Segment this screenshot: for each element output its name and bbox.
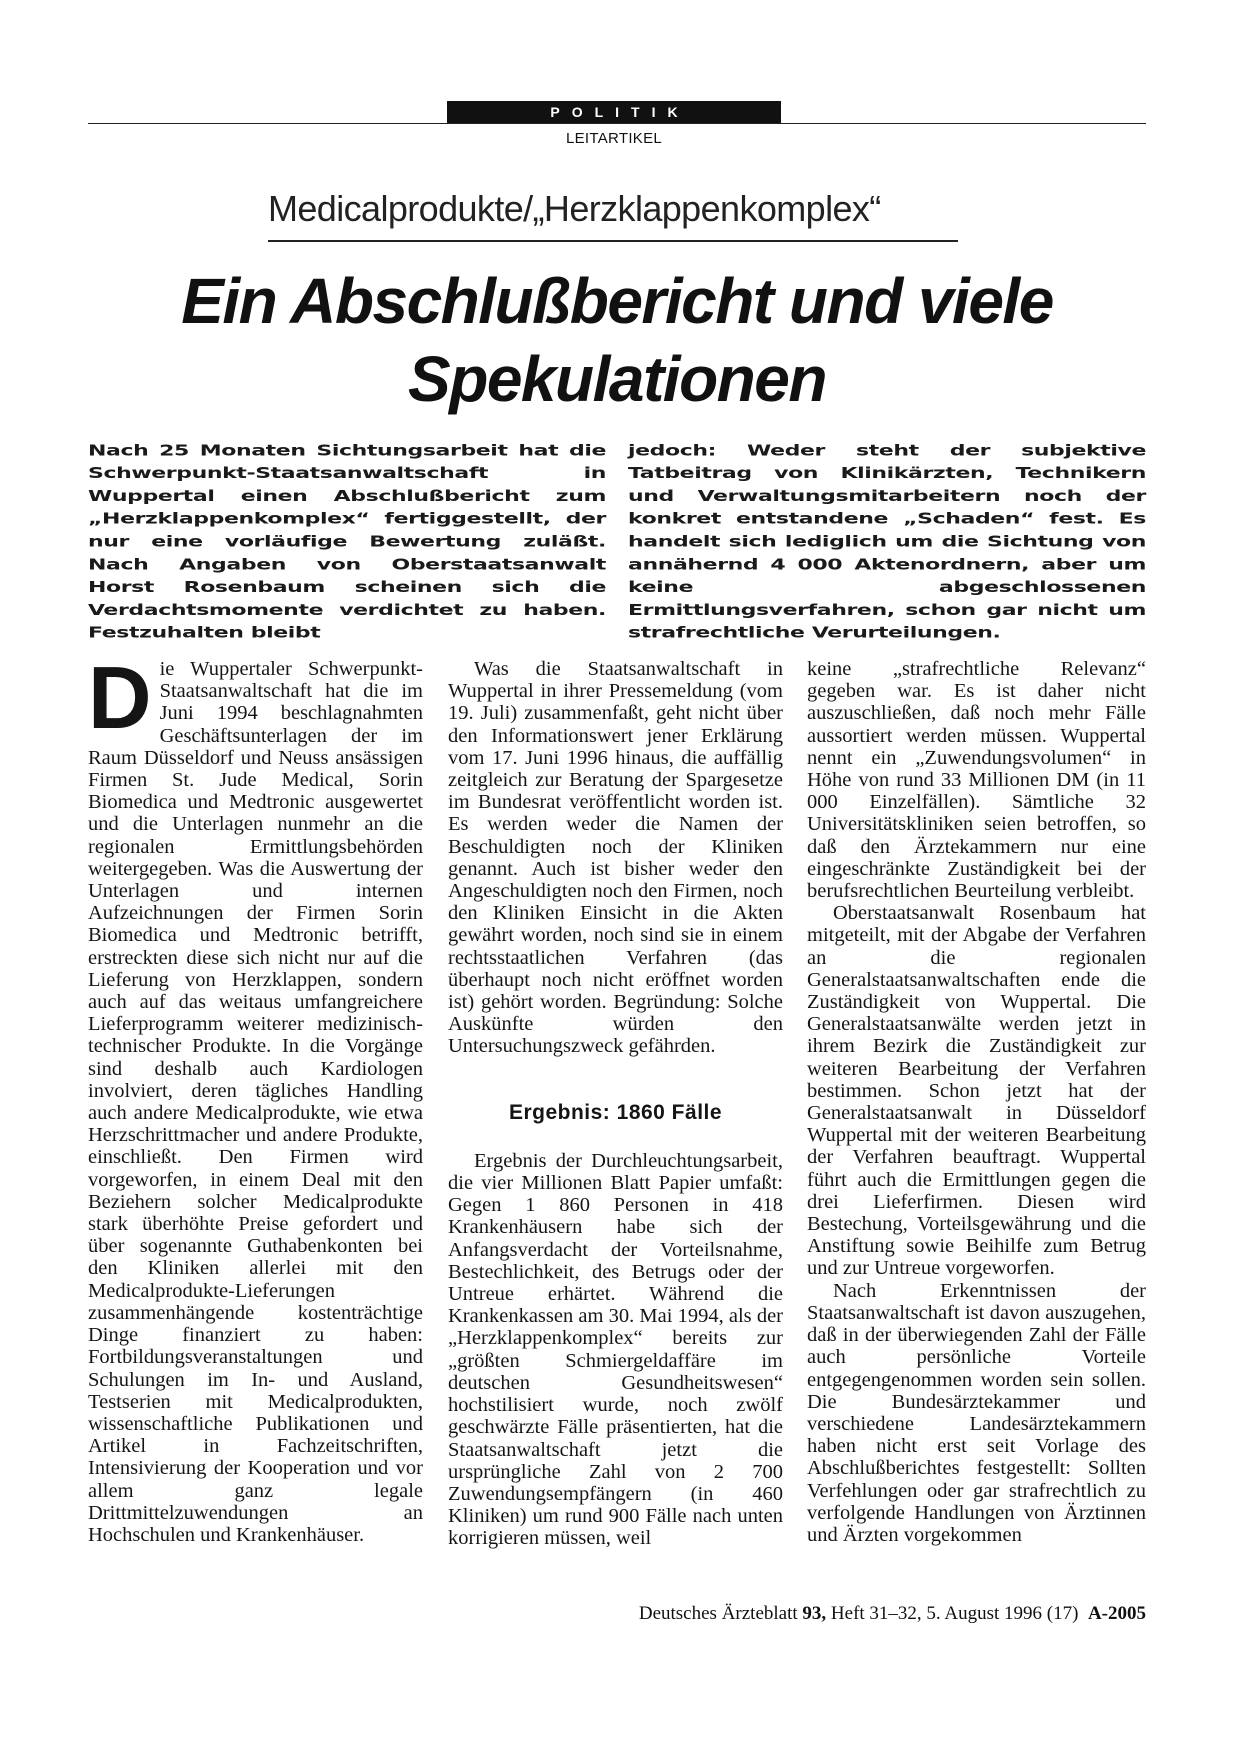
body-column-3 — [807, 658, 1146, 1546]
page-number: A-2005 — [1087, 1603, 1146, 1624]
section-sublabel: LEITARTIKEL — [565, 130, 663, 147]
issue-info: Heft 31–32, 5. August 1996 (17) — [830, 1603, 1079, 1624]
paragraph: Was die Staatsanwaltschaft in Wuppertal in ihrer Pressemeldung (vom 19. Juli) zusammenfaßt, geht nicht über den Informationswert jener Erklärung vom 17. Juni 1996 hinaus, die auffällig zeitgleich zur Beratung der Spargesetze im Bundesrat veröffentlicht worden ist. Es werden weder die Namen der Beschuldigten noch der Kliniken genannt. Auch ist bisher weder den Angeschuldigten noch den Firmen, noch den Kliniken Einsicht in die Akten gewährt worden, noch sind sie in einem rechtsstaatlichen Verfahren (das überhaupt noch nicht eröffnet worden ist) gehört worden. Begründung: Solche Auskünfte würden den Untersuchungszweck gefährden. — [448, 658, 783, 1058]
article-kicker: Medicalprodukte/„Herzklappenkomplex“ — [268, 188, 881, 229]
paragraph: Ergebnis der Durchleuchtungsarbeit, die vier Millionen Blatt Papier umfaßt: Gegen 1 860 Personen in 418 Krankenhäusern habe sich der Anfangsverdacht der Vorteilsnahme, Bestechlichkeit, des Betrugs oder der Untreue erhärtet. Während die Krankenkassen am 30. Mai 1994, als der „Herzklappenkomplex“ bereits zur „größten Schmiergeldaffäre im deutschen Gesundheitswesen“ hochstilisiert wurde, noch zwölf geschwärzte Fälle präsentierten, hat die Staatsanwaltschaft jetzt die ursprüngliche Zahl von 2 700 Zuwendungsempfängern (in 460 Kliniken) um rund 900 Fälle nach unten korrigieren müssen, weil — [448, 1149, 783, 1550]
section-label: POLITIK — [447, 101, 781, 123]
kicker-underline — [268, 240, 958, 242]
lead-paragraph-right: jedoch: Weder steht der subjektive Tatbeitrag von Klinikärzten, Technikern und Verwaltungsmitarbeitern noch der konkret entstandene „Schaden“ fest. Es handelt sich lediglich um die Sichtung von annähernd 4 000 Aktenordnern, aber um keine abgeschlossenen Ermittlungsverfahren, schon gar nicht um strafrechtliche Verurteilungen. — [628, 442, 1146, 642]
lead-paragraph-left: Nach 25 Monaten Sichtungsarbeit hat die Schwerpunkt-Staatsanwaltschaft in Wuppertal einen Abschlußbericht zum „Herzklappenkomplex“ fertiggestellt, der nur eine vorläufige Bewertung zuläßt. Nach Angaben von Oberstaatsanwalt Horst Rosenbaum scheinen sich die Verdachtsmomente verdichtet zu haben. Festzuhalten bleibt — [88, 442, 606, 642]
page-footer — [639, 1603, 1146, 1625]
journal-volume: 93, — [802, 1603, 827, 1624]
drop-cap: D — [88, 648, 152, 747]
journal-name: Deutsches Ärzteblatt — [638, 1603, 798, 1624]
paragraph: Oberstaatsanwalt Rosenbaum hat mitgeteilt, mit der Abgabe der Verfahren an die regionalen Generalstaatsanwaltschaften ende die Zuständigkeit von Wuppertal. Die Generalstaatsanwälte werden jetzt in ihrem Bezirk die Zuständigkeit zur weiteren Bearbeitung der Verfahren bestimmen. Schon jetzt hat der Generalstaatsanwalt in Düsseldorf Wuppertal mit der weiteren Bearbeitung der Verfahren beauftragt. Wuppertal führt auch die Ermittlungen gegen die drei Lieferfirmen. Diesen wird Bestechung, Vorteilsgewährung und die Anstiftung sowie Beihilfe zum Betrug und zur Untreue vorgeworfen. — [807, 902, 1146, 1280]
paragraph — [88, 648, 423, 1546]
subheading: Ergebnis: 1860 Fälle — [508, 1100, 723, 1124]
article-headline: Ein Abschlußbericht und viele Spekulationen — [181, 265, 1053, 415]
paragraph: Nach Erkenntnissen der Staatsanwaltschaft ist davon auszugehen, daß in der überwiegenden Zahl der Fälle auch persönliche Vorteile entgegengenommen worden sein sollen. Die Bundesärztekammer und verschiedene Landesärztekammern haben nicht erst seit Vorlage des Abschlußberichtes festgestellt: Sollten Verfehlungen oder gar strafrechtlich zu verfolgende Handlungen von Ärztinnen und Ärzten vorgekommen — [807, 1279, 1146, 1546]
body-column-2 — [448, 658, 783, 1550]
paragraph-text: ie Wuppertaler Schwerpunkt-Staatsanwaltschaft hat die im Juni 1994 beschlagnahmten Geschäftsunterlagen der im Raum Düsseldorf und Neuss ansässigen Firmen St. Jude Medical, Sorin Biomedica und Medtronic ausgewertet und die Unterlagen nunmehr an die regionalen Ermittlungsbehörden weitergegeben. Was die Auswertung der Unterlagen und internen Aufzeichnungen der Firmen Sorin Biomedica und Medtronic betrifft, erstreckten diese sich nicht nur auf die Lieferung von Herzklappen, sondern auch auf das weitaus umfangreichere Lieferprogramm weiterer medizinisch-technischer Produkte. In die Vorgänge sind deshalb auch Kardiologen involviert, deren tägliches Handling auch andere Medicalprodukte, wie etwa Herzschrittmacher und andere Produkte, einschließt. Den Firmen wird vorgeworfen, in einem Deal mit den Beziehern solcher Medicalprodukte stark überhöhte Preise gefordert und über sogenannte Guthabenkonten bei den Kliniken allerlei mit den Medicalprodukte-Lieferungen zusammenhängende kostenträchtige Dinge finanziert zu haben: Fortbildungsveranstaltungen und Schulungen im In- und Ausland, Testserien mit Medicalprodukten, wissenschaftliche Publikationen und Artikel in Fachzeitschriften, Intensivierung der Kooperation und vor allem ganz legale Drittmittelzuwendungen an Hochschulen und Krankenhäuser. — [88, 658, 423, 1546]
paragraph: keine „strafrechtliche Relevanz“ gegeben war. Es ist daher nicht auszuschließen, daß noch mehr Fälle aussortiert werden müssen. Wuppertal nennt ein „Zuwendungsvolumen“ in Höhe von rund 33 Millionen DM (in 11 000 Einzelfällen). Sämtliche 32 Universitätskliniken seien betroffen, so daß den Ärztekammern nur eine eingeschränkte Zuständigkeit bei der berufsrechtlichen Beurteilung verbleibt. — [807, 658, 1146, 903]
body-column-1 — [88, 648, 423, 1546]
header-rule — [88, 123, 1146, 124]
